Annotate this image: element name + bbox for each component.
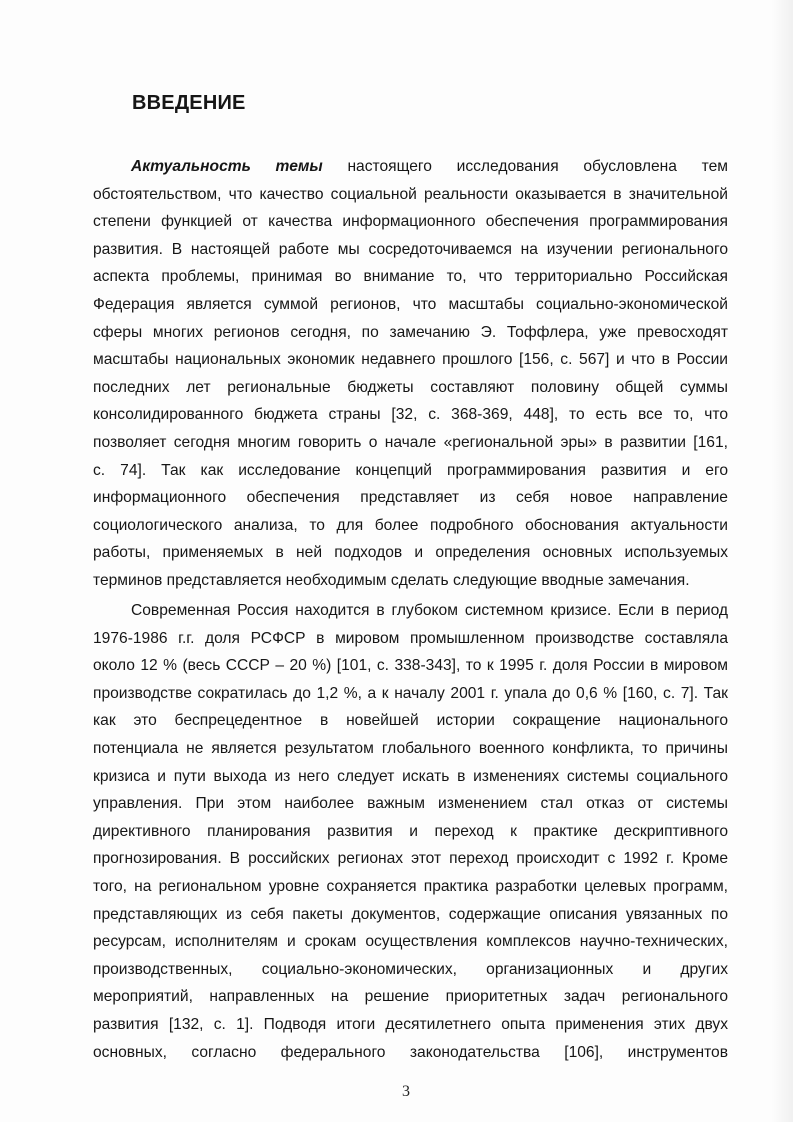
text-line: аспекта проблемы, принимая во внимание то, что территориально Российская: [93, 268, 728, 286]
text-line: социологического анализа, то для более подробного обоснования актуальности: [93, 516, 728, 534]
text-line: 1976-1986 г.г. доля РСФСР в мировом промышленном производстве составляла: [93, 629, 728, 647]
text-line: около 12 % (весь СССР – 20 %) [101, с. 338-343], то к 1995 г. доля России в мировом: [93, 657, 728, 675]
text-line: работы, применяемых в ней подходов и определения основных используемых: [93, 544, 728, 562]
text-line-last: терминов представляется необходимым сделать следующие вводные замечания.: [93, 571, 690, 589]
text-line: позволяет сегодня многим говорить о начале «региональной эры» в развитии [161,: [93, 433, 728, 451]
text-line: масштабы национальных экономик недавнего прошлого [156, с. 567] и что в России: [93, 351, 728, 369]
text-line: сферы многих регионов сегодня, по замечанию Э. Тоффлера, уже превосходят: [93, 323, 728, 341]
paragraph-relevance: [93, 153, 728, 595]
text-line: кризиса и пути выхода из него следует искать в изменениях системы социального: [93, 767, 728, 785]
scan-shadow-edge: [771, 0, 793, 1122]
emphasis-term: Актуальность темы: [131, 158, 323, 175]
page-number: 3: [402, 1083, 410, 1100]
text-line: производственных, социально-экономических, организационных и других: [93, 960, 728, 978]
paragraph-crisis: [93, 597, 728, 1066]
paragraph-text: настоящего исследования обусловлена тем: [347, 158, 728, 175]
text-line: как это беспрецедентное в новейшей истории сокращение национального: [93, 712, 728, 730]
text-line: ресурсам, исполнителям и срокам осуществления комплексов научно-технических,: [93, 933, 728, 951]
text-line: основных, согласно федерального законодательства [106], инструментов: [93, 1043, 728, 1061]
paragraph-first-line: [93, 153, 728, 181]
text-line: представляющих из себя пакеты документов, содержащие описания увязанных по: [93, 905, 728, 923]
text-line: обстоятельством, что качество социальной реальности оказывается в значительной: [93, 185, 728, 203]
text-line: степени функцией от качества информационного обеспечения программирования: [93, 213, 728, 231]
paragraph-first-line: Современная Россия находится в глубоком системном кризисе. Если в период: [131, 602, 728, 619]
page-heading: ВВЕДЕНИЕ: [132, 92, 246, 114]
text-line: производстве сократилась до 1,2 %, а к началу 2001 г. упала до 0,6 % [160, с. 7]. Так: [93, 684, 728, 702]
text-line: Федерация является суммой регионов, что масштабы социально-экономической: [93, 295, 728, 313]
text-line: информационного обеспечения представляет из себя новое направление: [93, 489, 728, 507]
text-line: мероприятий, направленных на решение приоритетных задач регионального: [93, 988, 728, 1006]
text-line: развития [132, с. 1]. Подводя итоги десятилетнего опыта применения этих двух: [93, 1015, 728, 1033]
text-line: последних лет региональные бюджеты составляют половину общей суммы: [93, 378, 728, 396]
text-line: директивного планирования развития и переход к практике дескриптивного: [93, 822, 728, 840]
text-line: прогнозирования. В российских регионах этот переход происходит с 1992 г. Кроме: [93, 850, 728, 868]
text-line: консолидированного бюджета страны [32, с. 368-369, 448], то есть все то, что: [93, 406, 728, 424]
text-line: того, на региональном уровне сохраняется практика разработки целевых программ,: [93, 877, 728, 895]
text-line: управления. При этом наиболее важным изменением стал отказ от системы: [93, 795, 728, 813]
text-line: развития. В настоящей работе мы сосредоточиваемся на изучении регионального: [93, 240, 728, 258]
text-line: потенциала не является результатом глобального военного конфликта, то причины: [93, 739, 728, 757]
text-line: с. 74]. Так как исследование концепций программирования развития и его: [93, 461, 728, 479]
